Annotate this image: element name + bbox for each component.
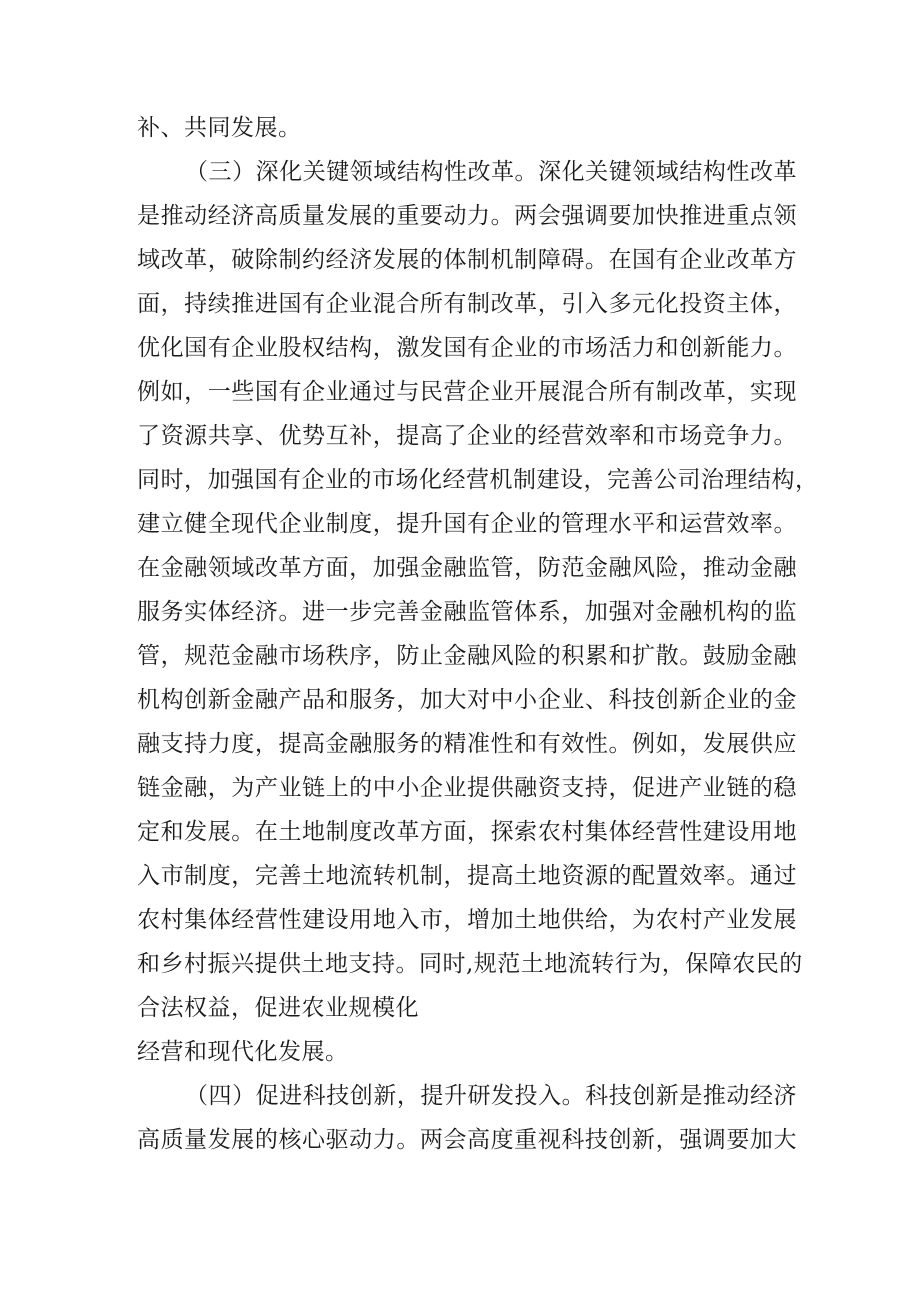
text-line: 优化国有企业股权结构，激发国有企业的市场活力和创新能力。 — [137, 335, 797, 361]
text-line: 合法权益，促进农业规模化 — [137, 995, 419, 1021]
text-line: 在金融领域改革方面，加强金融监管，防范金融风险，推动金融 — [137, 555, 797, 581]
text-line: 机构创新金融产品和服务，加大对中小企业、科技创新企业的金 — [137, 687, 797, 713]
text-line: 服务实体经济。进一步完善金融监管体系，加强对金融机构的监 — [137, 599, 797, 625]
text-line: 入市制度，完善土地流转机制，提高土地资源的配置效率。通过 — [137, 863, 797, 889]
text-line: 高质量发展的核心驱动力。两会高度重视科技创新，强调要加大 — [137, 1127, 797, 1153]
text-line: 了资源共享、优势互补，提高了企业的经营效率和市场竞争力。 — [137, 423, 797, 449]
text-line: 是推动经济高质量发展的重要动力。两会强调要加快推进重点领 — [137, 203, 797, 229]
text-line: 建立健全现代企业制度，提升国有企业的管理水平和运营效率。 — [137, 511, 797, 537]
text-line: 域改革，破除制约经济发展的体制机制障碍。在国有企业改革方 — [137, 247, 797, 273]
text-line: 面，持续推进国有企业混合所有制改革，引入多元化投资主体， — [137, 291, 797, 317]
section-heading-line: （三）深化关键领域结构性改革。深化关键领域结构性改革 — [185, 159, 797, 185]
text-line: 同时，加强国有企业的市场化经营机制建设，完善公司治理结构， — [137, 467, 819, 493]
section-heading-line: （四）促进科技创新，提升研发投入。科技创新是推动经济 — [185, 1083, 797, 1109]
text-line: 和乡村振兴提供土地支持。同时,规范土地流转行为，保障农民的 — [137, 951, 803, 977]
text-line: 融支持力度，提高金融服务的精准性和有效性。例如，发展供应 — [137, 731, 797, 757]
text-line: 经营和现代化发展。 — [137, 1039, 349, 1065]
text-line: 定和发展。在土地制度改革方面，探索农村集体经营性建设用地 — [137, 819, 797, 845]
text-line: 链金融，为产业链上的中小企业提供融资支持，促进产业链的稳 — [137, 775, 797, 801]
text-line: 补、共同发展。 — [137, 115, 302, 141]
text-line: 管，规范金融市场秩序，防止金融风险的积累和扩散。鼓励金融 — [137, 643, 797, 669]
text-line: 农村集体经营性建设用地入市，增加土地供给，为农村产业发展 — [137, 907, 797, 933]
text-line: 例如，一些国有企业通过与民营企业开展混合所有制改革，实现 — [137, 379, 797, 405]
